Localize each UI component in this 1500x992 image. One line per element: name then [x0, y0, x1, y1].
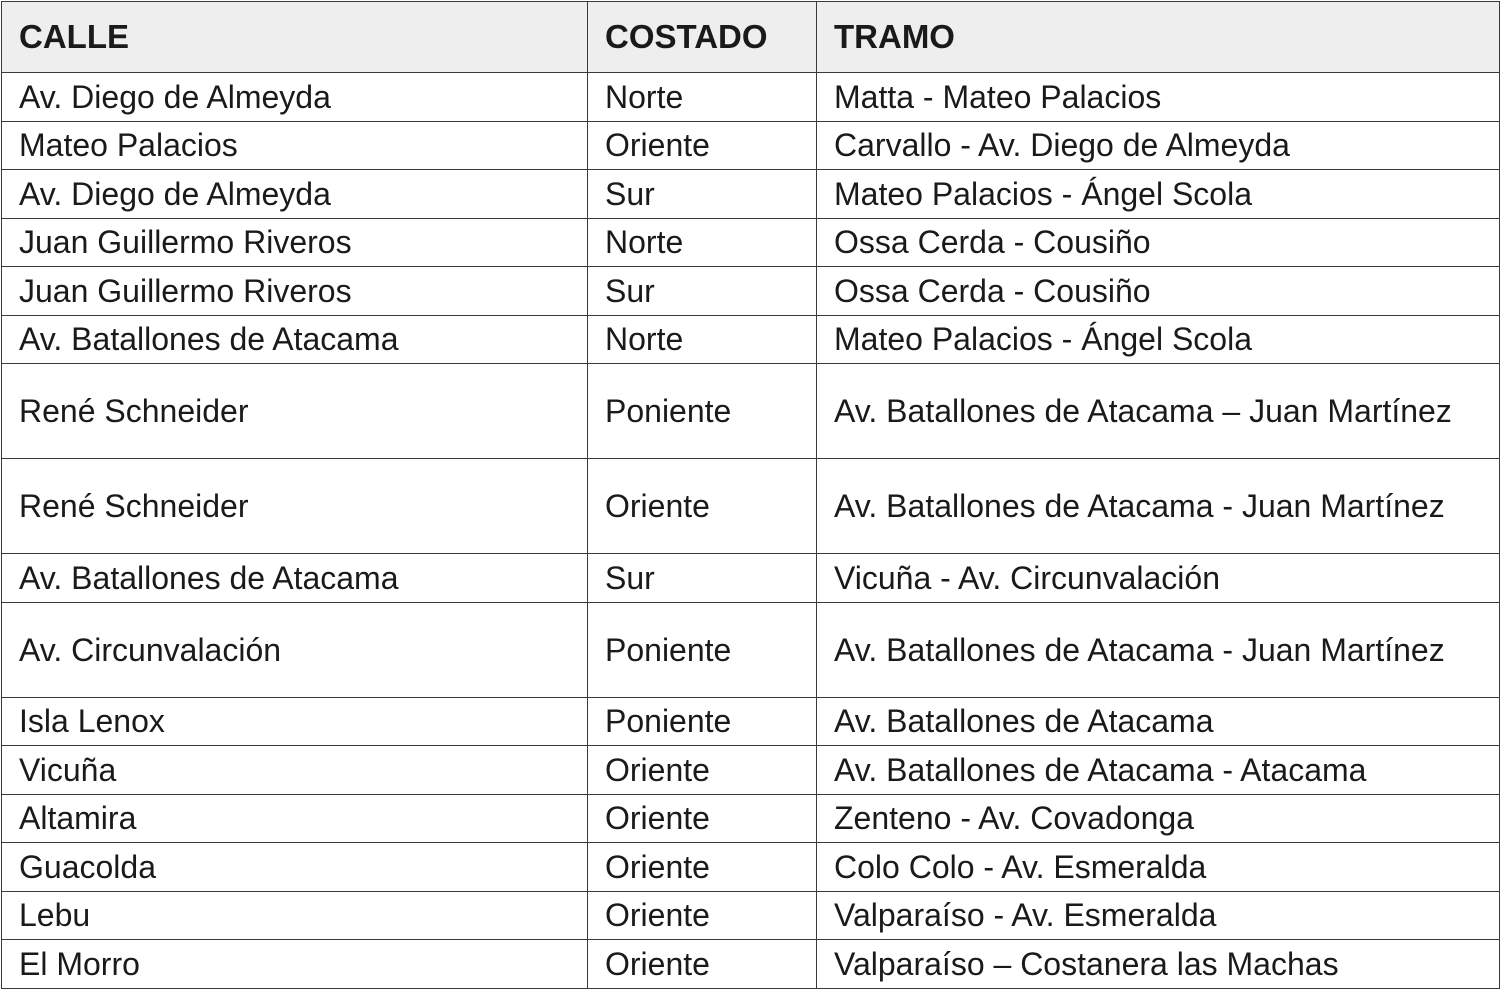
cell-costado: Poniente	[588, 697, 817, 746]
cell-costado: Poniente	[588, 602, 817, 697]
table-header	[2, 2, 1500, 73]
table-row	[2, 554, 1500, 603]
header-costado: COSTADO	[588, 2, 817, 73]
cell-costado: Sur	[588, 554, 817, 603]
cell-calle: Av. Circunvalación	[2, 602, 588, 697]
cell-costado: Oriente	[588, 746, 817, 795]
cell-tramo: Colo Colo - Av. Esmeralda	[817, 843, 1500, 892]
table-row	[2, 73, 1500, 122]
table-row	[2, 940, 1500, 989]
table-row	[2, 794, 1500, 843]
cell-calle: René Schneider	[2, 364, 588, 459]
cell-tramo: Av. Batallones de Atacama – Juan Martínez	[817, 364, 1500, 459]
cell-costado: Oriente	[588, 891, 817, 940]
table-row	[2, 267, 1500, 316]
cell-calle: Vicuña	[2, 746, 588, 795]
table-row	[2, 746, 1500, 795]
table-row	[2, 170, 1500, 219]
cell-calle: Juan Guillermo Riveros	[2, 267, 588, 316]
cell-costado: Norte	[588, 315, 817, 364]
cell-tramo: Valparaíso – Costanera las Machas	[817, 940, 1500, 989]
cell-costado: Norte	[588, 73, 817, 122]
cell-costado: Norte	[588, 218, 817, 267]
cell-tramo: Mateo Palacios - Ángel Scola	[817, 315, 1500, 364]
cell-calle: Juan Guillermo Riveros	[2, 218, 588, 267]
cell-costado: Oriente	[588, 459, 817, 554]
cell-costado: Sur	[588, 267, 817, 316]
cell-costado: Oriente	[588, 940, 817, 989]
cell-tramo: Av. Batallones de Atacama - Atacama	[817, 746, 1500, 795]
cell-calle: El Morro	[2, 940, 588, 989]
table-row	[2, 843, 1500, 892]
header-calle: CALLE	[2, 2, 588, 73]
cell-tramo: Carvallo - Av. Diego de Almeyda	[817, 121, 1500, 170]
cell-calle: Av. Batallones de Atacama	[2, 315, 588, 364]
cell-costado: Poniente	[588, 364, 817, 459]
cell-calle: Guacolda	[2, 843, 588, 892]
cell-calle: Mateo Palacios	[2, 121, 588, 170]
cell-tramo: Matta - Mateo Palacios	[817, 73, 1500, 122]
header-row	[2, 2, 1500, 73]
cell-tramo: Mateo Palacios - Ángel Scola	[817, 170, 1500, 219]
table-row	[2, 315, 1500, 364]
cell-tramo: Av. Batallones de Atacama - Juan Martínez	[817, 602, 1500, 697]
cell-calle: Altamira	[2, 794, 588, 843]
cell-calle: Av. Batallones de Atacama	[2, 554, 588, 603]
table-body	[2, 73, 1500, 989]
cell-tramo: Valparaíso - Av. Esmeralda	[817, 891, 1500, 940]
table-row	[2, 891, 1500, 940]
cell-costado: Sur	[588, 170, 817, 219]
table-row	[2, 697, 1500, 746]
cell-tramo: Ossa Cerda - Cousiño	[817, 267, 1500, 316]
table-row	[2, 459, 1500, 554]
table-row	[2, 218, 1500, 267]
table-row	[2, 602, 1500, 697]
cell-calle: René Schneider	[2, 459, 588, 554]
cell-tramo: Av. Batallones de Atacama - Juan Martínez	[817, 459, 1500, 554]
header-tramo: TRAMO	[817, 2, 1500, 73]
cell-tramo: Vicuña - Av. Circunvalación	[817, 554, 1500, 603]
cell-costado: Oriente	[588, 843, 817, 892]
cell-calle: Isla Lenox	[2, 697, 588, 746]
streets-table	[1, 1, 1500, 989]
table-row	[2, 364, 1500, 459]
cell-calle: Av. Diego de Almeyda	[2, 73, 588, 122]
cell-costado: Oriente	[588, 794, 817, 843]
cell-calle: Av. Diego de Almeyda	[2, 170, 588, 219]
cell-costado: Oriente	[588, 121, 817, 170]
table-row	[2, 121, 1500, 170]
cell-tramo: Zenteno - Av. Covadonga	[817, 794, 1500, 843]
cell-tramo: Ossa Cerda - Cousiño	[817, 218, 1500, 267]
cell-calle: Lebu	[2, 891, 588, 940]
cell-tramo: Av. Batallones de Atacama	[817, 697, 1500, 746]
